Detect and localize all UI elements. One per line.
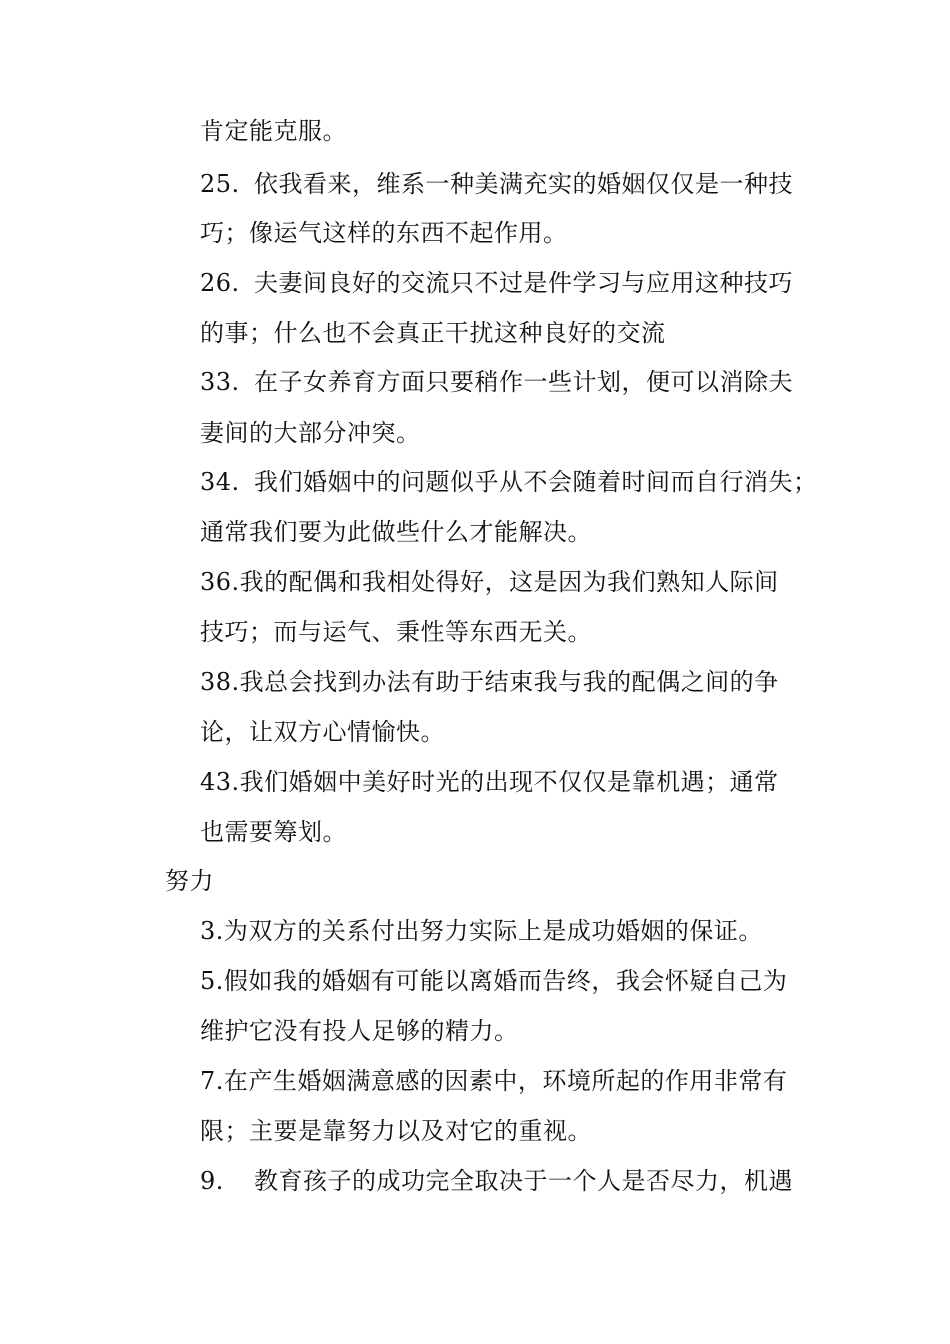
text-line [200,1116,592,1146]
text-line [200,517,592,547]
numbered-item-36 [200,567,779,597]
text-line [200,116,347,146]
line-text: 巧；像运气这样的东西不起作用。 [200,219,568,247]
line-text: 38.我总会找到办法有助于结束我与我的配偶之间的争 [200,668,779,696]
line-text: 通常我们要为此做些什么才能解决。 [200,518,592,546]
numbered-item-9 [200,1166,793,1196]
numbered-item-34 [200,467,818,497]
line-text: 36.我的配偶和我相处得好，这是因为我们熟知人际间 [200,568,779,596]
line-text: 也需要筹划。 [200,818,347,846]
text-line [200,218,568,248]
line-text: 限；主要是靠努力以及对它的重视。 [200,1117,592,1145]
line-text: 妻间的大部分冲突。 [200,419,421,447]
numbered-item-7 [200,1066,787,1096]
item-number: 34. [200,468,240,496]
numbered-item-38 [200,667,779,697]
numbered-item-43 [200,767,779,797]
text-line [200,717,445,747]
line-text: 教育孩子的成功完全取决于一个人是否尽力，机遇 [254,1167,793,1195]
text-line [200,817,347,847]
line-text: 7.在产生婚姻满意感的因素中，环境所起的作用非常有 [200,1067,788,1095]
text-line [200,318,666,348]
line-text: 的事；什么也不会真正干扰这种良好的交流 [200,319,666,347]
text-line [200,1016,519,1046]
numbered-item-26 [200,268,793,298]
line-text: 43.我们婚姻中美好时光的出现不仅仅是靠机遇；通常 [200,768,779,796]
item-number: 26. [200,269,240,297]
line-text: 我们婚姻中的问题似乎从不会随着时间而自行消失； [254,468,818,496]
line-text: 论，让双方心情愉快。 [200,718,445,746]
numbered-item-25 [200,169,793,199]
line-text: 肯定能克服。 [200,117,347,145]
text-line [200,418,421,448]
line-text: 在子女养育方面只要稍作一些计划，便可以消除夫 [254,368,793,396]
item-number: 9. [200,1167,224,1195]
line-text: 夫妻间良好的交流只不过是件学习与应用这种技巧 [254,269,793,297]
line-text: 3.为双方的关系付出努力实际上是成功婚姻的保证。 [200,917,763,945]
item-number: 25. [200,170,240,198]
line-text: 依我看来，维系一种美满充实的婚姻仅仅是一种技 [254,170,793,198]
text-line [200,617,592,647]
line-text: 5.假如我的婚姻有可能以离婚而告终，我会怀疑自己为 [200,967,788,995]
numbered-item-3 [200,916,763,946]
item-number: 33. [200,368,240,396]
line-text: 维护它没有投人足够的精力。 [200,1017,519,1045]
numbered-item-5 [200,966,787,996]
line-text: 技巧；而与运气、秉性等东西无关。 [200,618,592,646]
heading-text: 努力 [165,867,214,895]
section-heading [165,866,214,896]
numbered-item-33 [200,367,793,397]
